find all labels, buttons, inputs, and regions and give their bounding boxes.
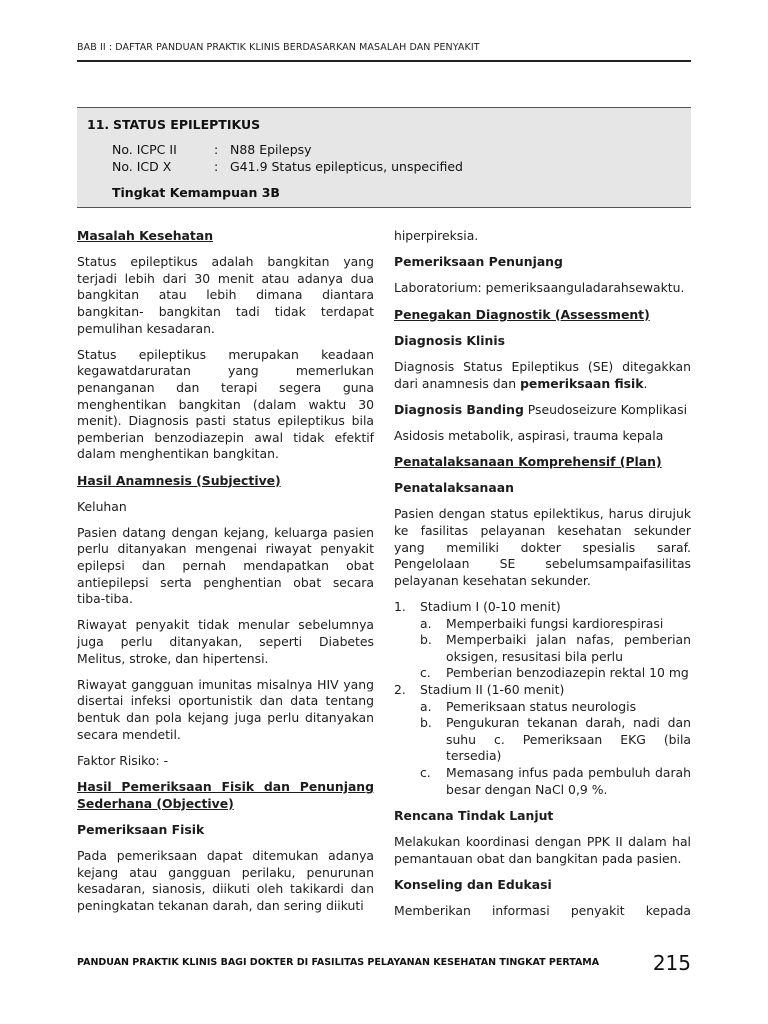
masalah-heading: Masalah Kesehatan bbox=[77, 228, 214, 243]
list-item-text: Pengukuran tekanan darah, nadi dan suhu c. Pemeriksaan EKG (bila tersedia) bbox=[446, 715, 691, 764]
diagnosis-banding-label: Diagnosis Banding bbox=[394, 401, 524, 417]
section-title-text: STATUS EPILEPTIKUS bbox=[113, 117, 261, 132]
pemeriksaan-heading: Hasil Pemeriksaan Fisik dan Penunjang Sederhana (Objective) bbox=[77, 778, 374, 811]
right-column bbox=[394, 228, 691, 929]
running-header: BAB II : DAFTAR PANDUAN PRAKTIK KLINIS BERDASARKAN MASALAH DAN PENYAKIT bbox=[77, 42, 480, 53]
konseling-heading: Konseling dan Edukasi bbox=[394, 876, 552, 892]
penunjang-text: Laboratorium: pemeriksaanguladarahsewaktu. bbox=[394, 280, 685, 296]
diagnosis-klinis-body: Diagnosis Status Epileptikus (SE) ditegakkan dari anamnesis dan bbox=[394, 358, 691, 391]
anamnesis-paragraph-3: Riwayat gangguan imunitas misalnya HIV yang disertai infeksi oportunistik dan data tentang bentuk dan pola kejang juga perlu ditanyakan secara mendetil. bbox=[77, 676, 374, 742]
diagnosis-klinis-end: . bbox=[643, 375, 648, 391]
list-marker: 2. bbox=[394, 682, 406, 697]
penatalaksanaan-heading: Penatalaksanaan bbox=[394, 480, 514, 496]
konseling-text: Memberikan informasi penyakit kepada bbox=[394, 902, 691, 918]
icd-code-row bbox=[112, 159, 463, 174]
list-marker: b. bbox=[420, 632, 432, 648]
list-item-text: Pemeriksaan status neurologis bbox=[446, 698, 637, 714]
rencana-heading: Rencana Tindak Lanjut bbox=[394, 807, 554, 823]
page-number: 215 bbox=[652, 951, 691, 975]
anamnesis-paragraph-1: Pasien datang dengan kejang, keluarga pasien perlu ditanyakan mengenai riwayat penyakit epilepsi dan pernah mendapatkan obat antiepilepsi serta penghentian obat secara tiba-tiba. bbox=[77, 524, 374, 607]
list-marker: c. bbox=[420, 665, 431, 681]
plan-heading: Penatalaksanaan Komprehensif (Plan) bbox=[394, 454, 662, 470]
rencana-text: Melakukan koordinasi dengan PPK II dalam hal pemantauan obat dan bangkitan pada pasien. bbox=[394, 833, 691, 866]
list-item bbox=[420, 665, 691, 682]
code-separator: : bbox=[214, 142, 219, 157]
list-item bbox=[420, 715, 691, 765]
continuation-text: hiperpireksia. bbox=[394, 228, 479, 243]
masalah-paragraph-2: Status epileptikus merupakan keadaan kegawatdaruratan yang memerlukan penanganan dan terapi segera guna menghentikan bangkitan (dalam waktu 30 menit). Diagnosis pasti status epileptikus bila pemberian benzodiazepin awal tidak efektif dalam menghentikan bangkitan. bbox=[77, 346, 374, 462]
stadium-list bbox=[394, 599, 691, 798]
pemeriksaan-fisik-heading: Pemeriksaan Fisik bbox=[77, 821, 205, 837]
list-item-text: Pemberian benzodiazepin rektal 10 mg bbox=[446, 665, 689, 681]
list-item bbox=[420, 616, 691, 633]
penatalaksanaan-text: Pasien dengan status epilektikus, harus dirujuk ke fasilitas pelayanan kesehatan sekunder yang memiliki dokter spesialis saraf. Pengelolaan SE sebelumsampaifasilitas pelayanan kesehatan sekunder. bbox=[394, 506, 691, 588]
list-marker: a. bbox=[420, 698, 432, 714]
stadium-sublist bbox=[420, 699, 691, 799]
list-item bbox=[420, 765, 691, 798]
list-item bbox=[394, 599, 691, 682]
list-item-text: Memperbaiki jalan nafas, pemberian oksigen, resusitasi bila perlu bbox=[446, 632, 691, 664]
pemeriksaan-paragraph-1: Pada pemeriksaan dapat ditemukan adanya kejang atau gangguan perilaku, penurunan kesadaran, sianosis, diikuti oleh takikardi dan peningkatan tekanan darah, dan sering diikuti bbox=[77, 847, 374, 913]
section-title bbox=[87, 117, 260, 132]
diagnosis-banding-text: Pseudoseizure Komplikasi bbox=[523, 401, 688, 417]
masalah-paragraph-1: Status epileptikus adalah bangkitan yang terjadi lebih dari 30 menit atau adanya dua bangkitan atau lebih dimana diantara bangkitan- bangkitan tadi tidak terdapat pemulihan kesadaran. bbox=[77, 254, 374, 336]
list-marker: 1. bbox=[394, 599, 406, 615]
code-label: No. ICPC II bbox=[112, 142, 177, 157]
list-item bbox=[420, 632, 691, 665]
list-marker: b. bbox=[420, 715, 432, 731]
diagnostik-heading: Penegakan Diagnostik (Assessment) bbox=[394, 306, 650, 322]
title-box bbox=[77, 107, 691, 208]
diagnosis-klinis-emphasis: pemeriksaan fisik bbox=[520, 375, 644, 391]
code-value: G41.9 Status epilepticus, unspecified bbox=[230, 159, 463, 174]
code-value: N88 Epilepsy bbox=[230, 142, 312, 157]
diagnosis-banding bbox=[394, 402, 691, 419]
list-item-text: Memasang infus pada pembuluh darah besar dengan NaCl 0,9 %. bbox=[446, 764, 691, 797]
penunjang-heading: Pemeriksaan Penunjang bbox=[394, 254, 563, 270]
list-marker: a. bbox=[420, 615, 432, 631]
komplikasi-text: Asidosis metabolik, aspirasi, trauma kepala bbox=[394, 427, 664, 443]
section-number: 11. bbox=[87, 117, 110, 132]
diagnosis-klinis-text bbox=[394, 359, 691, 392]
stadium-label: Stadium I (0-10 menit) bbox=[420, 599, 561, 615]
anamnesis-paragraph-2: Riwayat penyakit tidak menular sebelumnya juga perlu ditanyakan, seperti Diabetes Melitus, stroke, dan hipertensi. bbox=[77, 617, 374, 666]
stadium-sublist bbox=[420, 616, 691, 682]
list-marker: c. bbox=[420, 764, 431, 780]
code-label: No. ICD X bbox=[112, 159, 172, 174]
code-separator: : bbox=[214, 159, 219, 174]
list-item bbox=[394, 682, 691, 798]
anamnesis-heading: Hasil Anamnesis (Subjective) bbox=[77, 472, 281, 488]
faktor-risiko: Faktor Risiko: - bbox=[77, 752, 169, 768]
left-column bbox=[77, 228, 374, 924]
list-item-text: Memperbaiki fungsi kardiorespirasi bbox=[446, 615, 664, 631]
keluhan-label: Keluhan bbox=[77, 498, 127, 514]
list-item bbox=[420, 699, 691, 716]
header-divider bbox=[77, 60, 691, 62]
competency-level: Tingkat Kemampuan 3B bbox=[112, 185, 280, 200]
icpc-code-row bbox=[112, 142, 312, 157]
diagnosis-klinis-heading: Diagnosis Klinis bbox=[394, 332, 505, 348]
running-footer: PANDUAN PRAKTIK KLINIS BAGI DOKTER DI FASILITAS PELAYANAN KESEHATAN TINGKAT PERTAMA bbox=[77, 957, 600, 968]
stadium-label: Stadium II (1-60 menit) bbox=[420, 682, 565, 697]
